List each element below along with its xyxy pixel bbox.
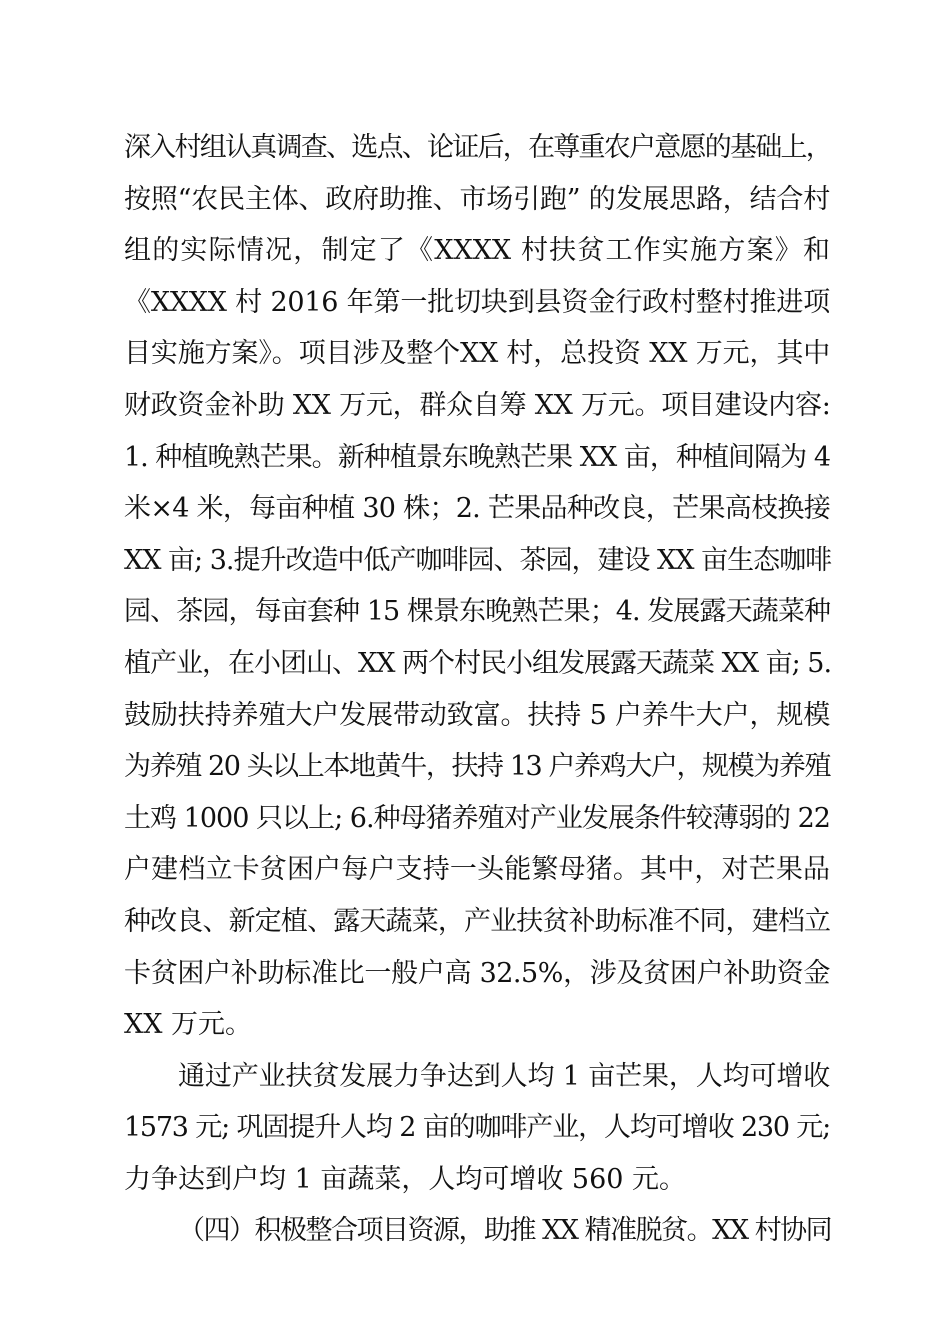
text-line: XX 万元。 bbox=[124, 1009, 253, 1041]
text-line: 财政资金补助 XX 万元，群众自筹 XX 万元。项目建设内容: bbox=[124, 389, 831, 421]
text-line: 通过产业扶贫发展力争达到人均 1 亩芒果，人均可增收 bbox=[178, 1060, 830, 1092]
text-line: 米×4 米，每亩种植 30 株；2. 芒果品种改良，芒果高枝换接 bbox=[124, 493, 830, 525]
paragraph-section-four bbox=[124, 1205, 830, 1257]
text-line: 植产业，在小团山、XX 两个村民小组发展露天蔬菜 XX 亩; 5. bbox=[124, 647, 832, 679]
text-line: 按照“农民主体、政府助推、市场引跑” 的发展思路，结合村 bbox=[124, 183, 830, 215]
paragraph-project-plan bbox=[124, 122, 830, 1051]
text-line: 为养殖 20 头以上本地黄牛，扶持 13 户养鸡大户，规模为养殖 bbox=[124, 751, 830, 783]
text-line: 园、茶园，每亩套种 15 棵景东晚熟芒果；4. 发展露天蔬菜种 bbox=[124, 596, 830, 628]
text-line: 种改良、新定植、露天蔬菜，产业扶贫补助标准不同，建档立 bbox=[124, 905, 830, 937]
text-line: 组的实际情况，制定了《XXXX 村扶贫工作实施方案》和 bbox=[124, 235, 830, 267]
text-line: 深入村组认真调查、选点、论证后，在尊重农户意愿的基础上， bbox=[124, 132, 831, 163]
text-line: 鼓励扶持养殖大户发展带动致富。扶持 5 户养牛大户，规模 bbox=[124, 699, 830, 731]
text-line: 力争达到户均 1 亩蔬菜，人均可增收 560 元。 bbox=[124, 1163, 687, 1195]
text-line: 户建档立卡贫困户每户支持一头能繁母猪。其中，对芒果品 bbox=[124, 854, 830, 886]
body-text bbox=[124, 122, 830, 1257]
text-line: 1573 元; 巩固提升人均 2 亩的咖啡产业，人均可增收 230 元; bbox=[124, 1112, 830, 1144]
text-line: XX 亩; 3.提升改造中低产咖啡园、茶园，建设 XX 亩生态咖啡 bbox=[124, 544, 832, 576]
text-line: 土鸡 1000 只以上; 6.种母猪养殖对产业发展条件较薄弱的 22 bbox=[124, 802, 830, 834]
text-line: 卡贫困户补助标准比一般户高 32.5%，涉及贫困户补助资金 bbox=[124, 957, 830, 989]
text-line: 1. 种植晚熟芒果。新种植景东晚熟芒果 XX 亩，种植间隔为 4 bbox=[124, 441, 830, 473]
paragraph-income-goals bbox=[124, 1051, 830, 1206]
text-line: 《XXXX 村 2016 年第一批切块到县资金行政村整村推进项 bbox=[124, 286, 830, 318]
text-line: （四）积极整合项目资源，助推 XX 精准脱贫。XX 村协同 bbox=[178, 1215, 832, 1247]
text-line: 目实施方案》。项目涉及整个XX 村，总投资 XX 万元，其中 bbox=[124, 338, 830, 370]
